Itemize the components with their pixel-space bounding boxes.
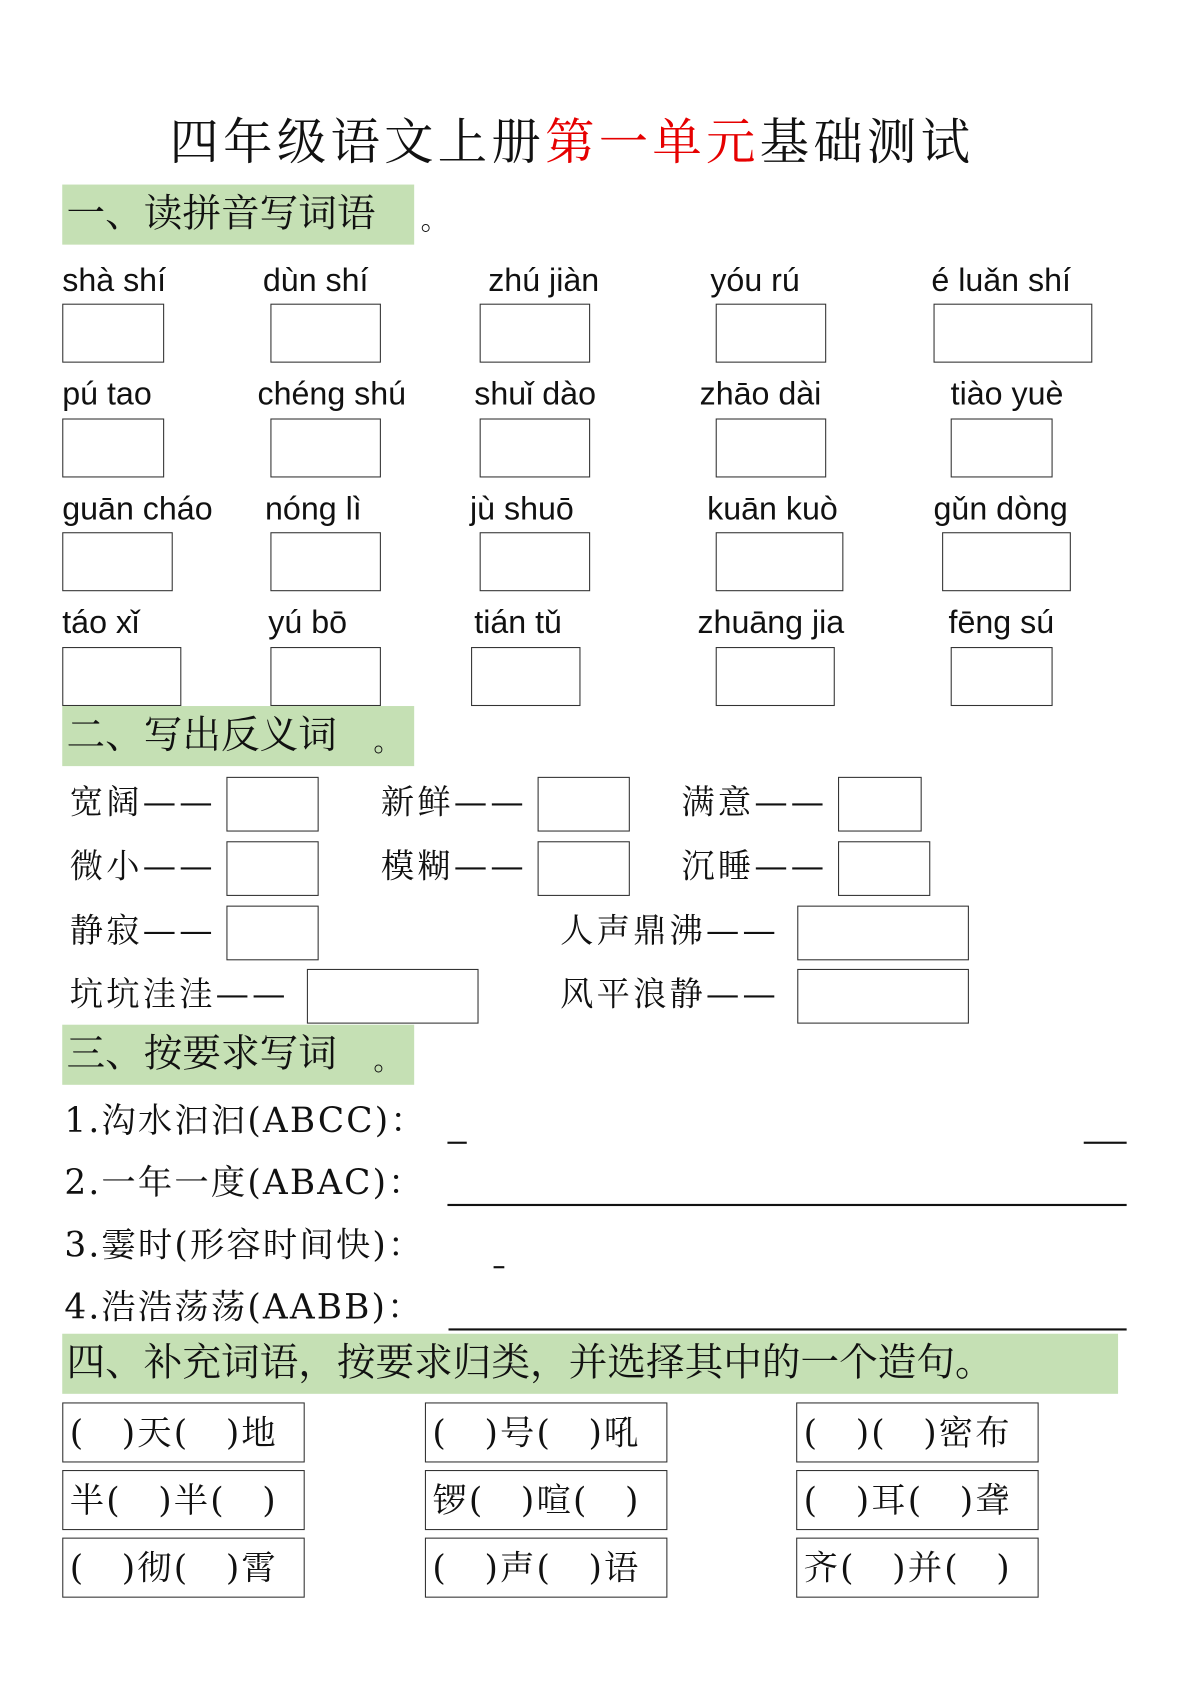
- pinyin-label: nóng lì: [265, 491, 362, 527]
- page-title: [170, 103, 975, 174]
- antonym-answer-box[interactable]: [838, 777, 922, 832]
- answer-box[interactable]: [62, 647, 181, 706]
- answer-box[interactable]: [480, 532, 591, 591]
- pinyin-label: yóu rú: [710, 262, 800, 299]
- answer-box[interactable]: [716, 304, 827, 363]
- fill-word-box[interactable]: ( )号( )吼: [425, 1402, 667, 1462]
- answer-box[interactable]: [270, 532, 381, 591]
- fill-word-box[interactable]: 半( )半( ): [62, 1470, 304, 1530]
- antonym-word: 满意——: [681, 783, 828, 822]
- answer-box[interactable]: [270, 418, 381, 477]
- answer-box[interactable]: [716, 647, 835, 706]
- antonym-answer-box[interactable]: [797, 906, 969, 961]
- pinyin-label: yú bō: [268, 605, 347, 641]
- answer-box[interactable]: [62, 418, 164, 477]
- pinyin-label: chéng shú: [257, 376, 407, 413]
- pinyin-label: jù shuō: [469, 491, 574, 527]
- antonym-answer-box[interactable]: [226, 906, 318, 961]
- answer-box[interactable]: [934, 304, 1093, 363]
- antonym-answer-box[interactable]: [538, 777, 630, 832]
- section-2-heading: 二、写出反义词 。: [62, 706, 414, 766]
- answer-box[interactable]: [951, 647, 1053, 706]
- answer-box[interactable]: [480, 304, 591, 363]
- pinyin-label: shà shí: [62, 262, 167, 299]
- antonym-answer-box[interactable]: [797, 969, 969, 1024]
- answer-box[interactable]: [942, 532, 1071, 591]
- answer-box[interactable]: [951, 418, 1053, 477]
- fill-word-box[interactable]: ( )声( )语: [425, 1538, 667, 1598]
- pinyin-label: guān cháo: [62, 491, 213, 527]
- pinyin-label: zhāo dài: [699, 376, 822, 413]
- question-2: 2.一年一度(ABAC)：: [64, 1162, 425, 1203]
- antonym-word: 人声鼎沸——: [560, 912, 779, 951]
- answer-box[interactable]: [716, 532, 844, 591]
- antonym-answer-box[interactable]: [538, 841, 630, 896]
- pinyin-label: kuān kuò: [707, 491, 838, 527]
- answer-line-4[interactable]: [449, 1328, 1127, 1330]
- pinyin-label: fēng sú: [948, 605, 1055, 641]
- answer-line-1b[interactable]: [1084, 1142, 1127, 1144]
- pinyin-label: zhuāng jia: [697, 605, 845, 641]
- answer-box[interactable]: [480, 418, 591, 477]
- antonym-word: 静寂——: [69, 912, 216, 951]
- section-4-heading: 四、补充词语，按要求归类，并选择其中的一个造句。: [62, 1334, 1118, 1394]
- title-grade: 四年级语文上册: [169, 112, 546, 171]
- antonym-word: 坑坑洼洼——: [69, 975, 289, 1014]
- antonym-word: 微小——: [69, 847, 216, 887]
- antonym-word: 新鲜——: [380, 783, 527, 822]
- answer-box[interactable]: [62, 532, 173, 591]
- fill-word-box[interactable]: ( )( )密布: [796, 1402, 1038, 1462]
- question-1: 1.沟水汩汩(ABCC)：: [64, 1099, 427, 1141]
- section-3-heading: 三、按要求写词 。: [62, 1025, 414, 1085]
- pinyin-label: pú tao: [62, 376, 152, 413]
- pinyin-label: zhú jiàn: [488, 262, 600, 299]
- antonym-word: 风平浪静——: [560, 975, 779, 1014]
- fill-word-box[interactable]: 锣( )喧( ): [425, 1470, 667, 1530]
- antonym-word: 模糊——: [380, 847, 527, 887]
- pinyin-label: táo xǐ: [62, 605, 140, 641]
- question-4: 4.浩浩荡荡(AABB)：: [64, 1286, 424, 1328]
- pinyin-label: shuǐ dào: [474, 376, 596, 413]
- antonym-answer-box[interactable]: [226, 841, 318, 896]
- answer-line-1a[interactable]: [447, 1142, 466, 1144]
- fill-word-box[interactable]: 齐( )并( ): [796, 1538, 1038, 1598]
- title-test: 基础测试: [759, 112, 975, 171]
- antonym-word: 沉睡——: [681, 847, 828, 887]
- antonym-word: 宽阔——: [69, 783, 216, 822]
- answer-line-3[interactable]: [494, 1266, 505, 1268]
- pinyin-label: gǔn dòng: [933, 491, 1068, 527]
- pinyin-label: tián tǔ: [474, 605, 562, 641]
- pinyin-label: tiào yuè: [950, 376, 1064, 413]
- fill-word-box[interactable]: ( )彻( )霄: [62, 1538, 304, 1598]
- answer-box[interactable]: [471, 647, 580, 706]
- title-unit: 第一单元: [545, 112, 760, 171]
- antonym-answer-box[interactable]: [307, 969, 479, 1024]
- pinyin-label: é luǎn shí: [931, 262, 1071, 299]
- pinyin-label: dùn shí: [262, 262, 369, 299]
- answer-box[interactable]: [62, 304, 164, 363]
- question-3: 3.霎时(形容时间快)：: [64, 1224, 425, 1266]
- section-1-heading: 一、读拼音写词语 。: [62, 185, 414, 245]
- antonym-answer-box[interactable]: [226, 777, 318, 832]
- answer-line-2[interactable]: [447, 1204, 1126, 1206]
- answer-box[interactable]: [270, 304, 381, 363]
- answer-box[interactable]: [270, 647, 381, 706]
- fill-word-box[interactable]: ( )天( )地: [62, 1402, 304, 1462]
- fill-word-box[interactable]: ( )耳( )聋: [796, 1470, 1038, 1530]
- answer-box[interactable]: [716, 418, 827, 477]
- antonym-answer-box[interactable]: [838, 841, 930, 896]
